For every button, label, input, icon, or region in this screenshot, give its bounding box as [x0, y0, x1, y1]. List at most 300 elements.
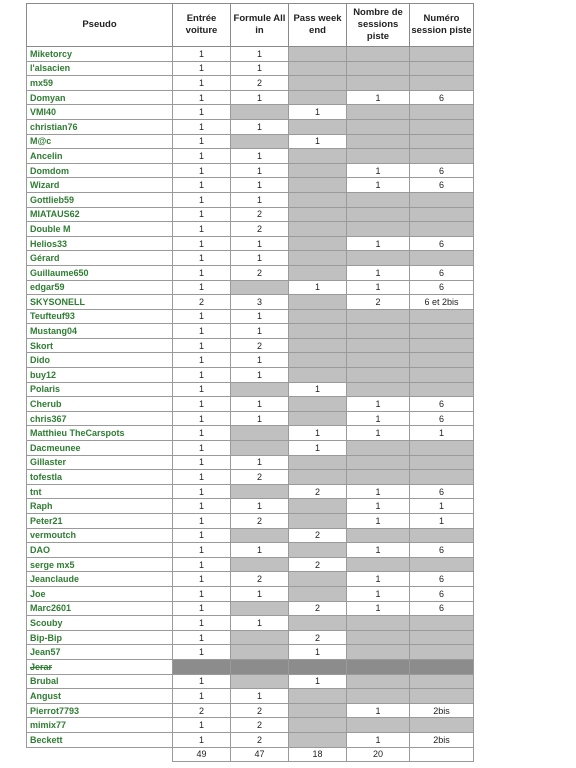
nombre-sessions-cell: [347, 47, 410, 62]
pseudo-cell: Miketorcy: [27, 47, 173, 62]
entree-voiture-cell: 1: [173, 543, 231, 558]
nombre-sessions-cell: 1: [347, 703, 410, 718]
pass-week-end-cell: 2: [289, 484, 347, 499]
formule-all-in-cell: [231, 441, 289, 456]
table-row: [27, 295, 474, 310]
formule-all-in-cell: 2: [231, 514, 289, 529]
formule-all-in-cell: [231, 601, 289, 616]
table-row: [27, 119, 474, 134]
pass-week-end-cell: [289, 732, 347, 747]
numero-session-cell: [410, 689, 474, 704]
nombre-sessions-cell: [347, 674, 410, 689]
numero-session-cell: [410, 718, 474, 733]
table-row: [27, 368, 474, 383]
pass-week-end-cell: [289, 572, 347, 587]
numero-session-cell: [410, 105, 474, 120]
numero-session-cell: 2bis: [410, 703, 474, 718]
total-formule-all-in: 47: [231, 747, 289, 761]
nombre-sessions-cell: [347, 105, 410, 120]
entree-voiture-cell: 1: [173, 426, 231, 441]
entree-voiture-cell: 1: [173, 411, 231, 426]
entree-voiture-cell: 1: [173, 674, 231, 689]
pass-week-end-cell: [289, 192, 347, 207]
formule-all-in-cell: 1: [231, 47, 289, 62]
header-formule-all-in: Formule All in: [231, 4, 289, 47]
pass-week-end-cell: [289, 338, 347, 353]
nombre-sessions-cell: 1: [347, 484, 410, 499]
nombre-sessions-cell: [347, 616, 410, 631]
formule-all-in-cell: 1: [231, 163, 289, 178]
numero-session-cell: 6: [410, 601, 474, 616]
nombre-sessions-cell: [347, 455, 410, 470]
nombre-sessions-cell: 1: [347, 586, 410, 601]
nombre-sessions-cell: [347, 207, 410, 222]
header-entree-voiture: Entrée voiture: [173, 4, 231, 47]
pseudo-cell: edgar59: [27, 280, 173, 295]
nombre-sessions-cell: 1: [347, 90, 410, 105]
formule-all-in-cell: 1: [231, 689, 289, 704]
pass-week-end-cell: [289, 47, 347, 62]
formule-all-in-cell: 1: [231, 499, 289, 514]
table-row: [27, 192, 474, 207]
formule-all-in-cell: [231, 382, 289, 397]
entree-voiture-cell: 1: [173, 90, 231, 105]
entree-voiture-cell: 1: [173, 470, 231, 485]
entree-voiture-cell: 1: [173, 134, 231, 149]
pass-week-end-cell: [289, 659, 347, 674]
formule-all-in-cell: 2: [231, 703, 289, 718]
pseudo-cell: Helios33: [27, 236, 173, 251]
pseudo-cell: Dido: [27, 353, 173, 368]
pseudo-cell: Dacmeunee: [27, 441, 173, 456]
pseudo-cell: Angust: [27, 689, 173, 704]
pseudo-cell: Gérard: [27, 251, 173, 266]
numero-session-cell: [410, 441, 474, 456]
formule-all-in-cell: 1: [231, 192, 289, 207]
entree-voiture-cell: 1: [173, 718, 231, 733]
table-row: [27, 484, 474, 499]
numero-session-cell: 6: [410, 397, 474, 412]
nombre-sessions-cell: [347, 222, 410, 237]
numero-session-cell: [410, 134, 474, 149]
header-pseudo: Pseudo: [27, 4, 173, 47]
pass-week-end-cell: [289, 703, 347, 718]
pass-week-end-cell: 1: [289, 645, 347, 660]
pseudo-cell: Guillaume650: [27, 265, 173, 280]
formule-all-in-cell: 1: [231, 309, 289, 324]
formule-all-in-cell: [231, 528, 289, 543]
table-row: [27, 455, 474, 470]
entree-voiture-cell: 2: [173, 295, 231, 310]
pseudo-cell: chris367: [27, 411, 173, 426]
numero-session-cell: [410, 659, 474, 674]
nombre-sessions-cell: [347, 76, 410, 91]
pseudo-cell: SKYSONELL: [27, 295, 173, 310]
table-row: [27, 586, 474, 601]
formule-all-in-cell: 1: [231, 586, 289, 601]
formule-all-in-cell: 1: [231, 616, 289, 631]
pass-week-end-cell: [289, 265, 347, 280]
entree-voiture-cell: 1: [173, 499, 231, 514]
formule-all-in-cell: 2: [231, 207, 289, 222]
table-row: [27, 280, 474, 295]
entree-voiture-cell: 1: [173, 397, 231, 412]
entree-voiture-cell: [173, 659, 231, 674]
table-row: [27, 645, 474, 660]
pass-week-end-cell: [289, 368, 347, 383]
pass-week-end-cell: [289, 61, 347, 76]
table-row: [27, 528, 474, 543]
entree-voiture-cell: 1: [173, 163, 231, 178]
pseudo-cell: Skort: [27, 338, 173, 353]
table-row: [27, 557, 474, 572]
pseudo-cell: Joe: [27, 586, 173, 601]
total-entree-voiture: 49: [173, 747, 231, 761]
numero-session-cell: 6: [410, 543, 474, 558]
nombre-sessions-cell: [347, 119, 410, 134]
header-row: [27, 4, 474, 47]
table-row: [27, 134, 474, 149]
pass-week-end-cell: [289, 119, 347, 134]
table-row: [27, 441, 474, 456]
formule-all-in-cell: 1: [231, 61, 289, 76]
nombre-sessions-cell: 1: [347, 601, 410, 616]
nombre-sessions-cell: [347, 557, 410, 572]
formule-all-in-cell: 2: [231, 732, 289, 747]
table-row: [27, 178, 474, 193]
table-row: [27, 309, 474, 324]
formule-all-in-cell: 1: [231, 543, 289, 558]
entree-voiture-cell: 1: [173, 280, 231, 295]
nombre-sessions-cell: [347, 338, 410, 353]
numero-session-cell: [410, 251, 474, 266]
formule-all-in-cell: [231, 630, 289, 645]
total-pass-week-end: 18: [289, 747, 347, 761]
formule-all-in-cell: 1: [231, 353, 289, 368]
entree-voiture-cell: 1: [173, 47, 231, 62]
table-row: [27, 630, 474, 645]
entree-voiture-cell: 1: [173, 616, 231, 631]
pseudo-cell: Domyan: [27, 90, 173, 105]
header-pass-week-end: Pass week end: [289, 4, 347, 47]
pass-week-end-cell: [289, 178, 347, 193]
entree-voiture-cell: 1: [173, 178, 231, 193]
pass-week-end-cell: [289, 397, 347, 412]
nombre-sessions-cell: 1: [347, 572, 410, 587]
numero-session-cell: [410, 222, 474, 237]
total-numero-session: [410, 747, 474, 761]
pseudo-cell: Brubal: [27, 674, 173, 689]
table-row: [27, 265, 474, 280]
pseudo-cell: Gillaster: [27, 455, 173, 470]
nombre-sessions-cell: [347, 689, 410, 704]
nombre-sessions-cell: 1: [347, 280, 410, 295]
nombre-sessions-cell: [347, 61, 410, 76]
entree-voiture-cell: 1: [173, 353, 231, 368]
pass-week-end-cell: 1: [289, 426, 347, 441]
pseudo-cell: Wizard: [27, 178, 173, 193]
pass-week-end-cell: [289, 76, 347, 91]
registration-table: [26, 3, 474, 762]
nombre-sessions-cell: [347, 528, 410, 543]
nombre-sessions-cell: [347, 134, 410, 149]
table-row: [27, 616, 474, 631]
table-row: [27, 543, 474, 558]
formule-all-in-cell: 1: [231, 397, 289, 412]
formule-all-in-cell: [231, 105, 289, 120]
pseudo-cell: mx59: [27, 76, 173, 91]
pass-week-end-cell: [289, 149, 347, 164]
pass-week-end-cell: 2: [289, 528, 347, 543]
pseudo-cell: christian76: [27, 119, 173, 134]
pseudo-cell: l'alsacien: [27, 61, 173, 76]
entree-voiture-cell: 1: [173, 338, 231, 353]
nombre-sessions-cell: 2: [347, 295, 410, 310]
numero-session-cell: [410, 149, 474, 164]
table-row: [27, 149, 474, 164]
numero-session-cell: [410, 61, 474, 76]
formule-all-in-cell: 2: [231, 718, 289, 733]
numero-session-cell: 1: [410, 426, 474, 441]
pseudo-cell: Mustang04: [27, 324, 173, 339]
pseudo-cell: M@c: [27, 134, 173, 149]
nombre-sessions-cell: [347, 630, 410, 645]
entree-voiture-cell: 1: [173, 514, 231, 529]
pass-week-end-cell: 1: [289, 134, 347, 149]
numero-session-cell: [410, 338, 474, 353]
nombre-sessions-cell: 1: [347, 543, 410, 558]
pseudo-cell: Scouby: [27, 616, 173, 631]
pseudo-cell: Jean57: [27, 645, 173, 660]
formule-all-in-cell: 1: [231, 251, 289, 266]
formule-all-in-cell: [231, 645, 289, 660]
entree-voiture-cell: 1: [173, 484, 231, 499]
pass-week-end-cell: [289, 309, 347, 324]
formule-all-in-cell: 1: [231, 178, 289, 193]
formule-all-in-cell: [231, 674, 289, 689]
table-row: [27, 659, 474, 674]
pseudo-cell: Teufteuf93: [27, 309, 173, 324]
numero-session-cell: [410, 76, 474, 91]
numero-session-cell: 6: [410, 236, 474, 251]
numero-session-cell: 1: [410, 499, 474, 514]
formule-all-in-cell: 1: [231, 411, 289, 426]
pseudo-cell: Domdom: [27, 163, 173, 178]
entree-voiture-cell: 1: [173, 645, 231, 660]
pseudo-cell: Pierrot7793: [27, 703, 173, 718]
table-row: [27, 470, 474, 485]
numero-session-cell: [410, 674, 474, 689]
formule-all-in-cell: 1: [231, 455, 289, 470]
totals-label-cell: [27, 747, 173, 761]
formule-all-in-cell: 1: [231, 324, 289, 339]
table-row: [27, 397, 474, 412]
numero-session-cell: 6: [410, 178, 474, 193]
pass-week-end-cell: [289, 543, 347, 558]
nombre-sessions-cell: 1: [347, 163, 410, 178]
entree-voiture-cell: 1: [173, 236, 231, 251]
entree-voiture-cell: 1: [173, 441, 231, 456]
table-row: [27, 499, 474, 514]
nombre-sessions-cell: 1: [347, 514, 410, 529]
pseudo-cell: MIATAUS62: [27, 207, 173, 222]
pass-week-end-cell: 2: [289, 601, 347, 616]
pseudo-cell: serge mx5: [27, 557, 173, 572]
entree-voiture-cell: 2: [173, 703, 231, 718]
pass-week-end-cell: [289, 295, 347, 310]
pseudo-cell: mimix77: [27, 718, 173, 733]
nombre-sessions-cell: 1: [347, 178, 410, 193]
entree-voiture-cell: 1: [173, 630, 231, 645]
entree-voiture-cell: 1: [173, 105, 231, 120]
pass-week-end-cell: [289, 90, 347, 105]
formule-all-in-cell: 2: [231, 76, 289, 91]
pseudo-cell: Matthieu TheCarspots: [27, 426, 173, 441]
pass-week-end-cell: [289, 499, 347, 514]
table-row: [27, 382, 474, 397]
numero-session-cell: 6: [410, 411, 474, 426]
numero-session-cell: 6: [410, 163, 474, 178]
entree-voiture-cell: 1: [173, 689, 231, 704]
table-row: [27, 674, 474, 689]
formule-all-in-cell: 2: [231, 470, 289, 485]
entree-voiture-cell: 1: [173, 557, 231, 572]
formule-all-in-cell: 1: [231, 149, 289, 164]
nombre-sessions-cell: [347, 382, 410, 397]
pseudo-cell: Peter21: [27, 514, 173, 529]
formule-all-in-cell: [231, 280, 289, 295]
table-row: [27, 76, 474, 91]
nombre-sessions-cell: [347, 659, 410, 674]
nombre-sessions-cell: [347, 309, 410, 324]
numero-session-cell: [410, 353, 474, 368]
pass-week-end-cell: [289, 586, 347, 601]
numero-session-cell: [410, 557, 474, 572]
numero-session-cell: 6: [410, 90, 474, 105]
table-row: [27, 338, 474, 353]
total-nombre-sessions: 20: [347, 747, 410, 761]
entree-voiture-cell: 1: [173, 572, 231, 587]
nombre-sessions-cell: [347, 470, 410, 485]
nombre-sessions-cell: 1: [347, 236, 410, 251]
formule-all-in-cell: [231, 426, 289, 441]
table-row: [27, 47, 474, 62]
pseudo-cell: Ancelin: [27, 149, 173, 164]
numero-session-cell: [410, 528, 474, 543]
table-row: [27, 601, 474, 616]
table-row: [27, 732, 474, 747]
numero-session-cell: [410, 119, 474, 134]
table-row: [27, 514, 474, 529]
nombre-sessions-cell: [347, 441, 410, 456]
table-row: [27, 251, 474, 266]
pass-week-end-cell: [289, 616, 347, 631]
numero-session-cell: [410, 470, 474, 485]
numero-session-cell: [410, 47, 474, 62]
numero-session-cell: [410, 324, 474, 339]
pass-week-end-cell: [289, 236, 347, 251]
numero-session-cell: 6: [410, 586, 474, 601]
pass-week-end-cell: 1: [289, 441, 347, 456]
pass-week-end-cell: [289, 470, 347, 485]
numero-session-cell: [410, 616, 474, 631]
pseudo-cell: Gottlieb59: [27, 192, 173, 207]
formule-all-in-cell: [231, 134, 289, 149]
numero-session-cell: 6: [410, 572, 474, 587]
numero-session-cell: 6: [410, 280, 474, 295]
pseudo-cell: Jeanclaude: [27, 572, 173, 587]
numero-session-cell: [410, 455, 474, 470]
pseudo-cell: Marc2601: [27, 601, 173, 616]
formule-all-in-cell: [231, 557, 289, 572]
pass-week-end-cell: [289, 718, 347, 733]
numero-session-cell: 2bis: [410, 732, 474, 747]
pass-week-end-cell: [289, 163, 347, 178]
entree-voiture-cell: 1: [173, 732, 231, 747]
nombre-sessions-cell: 1: [347, 426, 410, 441]
pseudo-cell: vermoutch: [27, 528, 173, 543]
totals-row: [27, 747, 474, 761]
pseudo-cell: Double M: [27, 222, 173, 237]
nombre-sessions-cell: 1: [347, 732, 410, 747]
nombre-sessions-cell: [347, 324, 410, 339]
table-row: [27, 426, 474, 441]
entree-voiture-cell: 1: [173, 455, 231, 470]
numero-session-cell: 6 et 2bis: [410, 295, 474, 310]
formule-all-in-cell: 2: [231, 222, 289, 237]
pass-week-end-cell: 1: [289, 280, 347, 295]
entree-voiture-cell: 1: [173, 207, 231, 222]
formule-all-in-cell: 2: [231, 265, 289, 280]
pseudo-cell: tofestla: [27, 470, 173, 485]
table-row: [27, 411, 474, 426]
numero-session-cell: [410, 192, 474, 207]
entree-voiture-cell: 1: [173, 528, 231, 543]
table-row: [27, 718, 474, 733]
pseudo-cell: Bip-Bip: [27, 630, 173, 645]
nombre-sessions-cell: [347, 353, 410, 368]
pass-week-end-cell: 1: [289, 674, 347, 689]
table-body: [27, 47, 474, 748]
formule-all-in-cell: 2: [231, 338, 289, 353]
entree-voiture-cell: 1: [173, 265, 231, 280]
numero-session-cell: [410, 630, 474, 645]
pass-week-end-cell: [289, 514, 347, 529]
numero-session-cell: [410, 382, 474, 397]
pass-week-end-cell: [289, 207, 347, 222]
numero-session-cell: [410, 368, 474, 383]
formule-all-in-cell: 1: [231, 90, 289, 105]
table-row: [27, 689, 474, 704]
pass-week-end-cell: [289, 324, 347, 339]
table-row: [27, 163, 474, 178]
table-row: [27, 703, 474, 718]
pass-week-end-cell: [289, 353, 347, 368]
nombre-sessions-cell: [347, 251, 410, 266]
header-nombre-sessions: Nombre de sessions piste: [347, 4, 410, 47]
entree-voiture-cell: 1: [173, 61, 231, 76]
nombre-sessions-cell: 1: [347, 411, 410, 426]
pseudo-cell: buy12: [27, 368, 173, 383]
pseudo-cell: tnt: [27, 484, 173, 499]
pseudo-cell: Jerar: [27, 659, 173, 674]
nombre-sessions-cell: [347, 192, 410, 207]
pass-week-end-cell: [289, 411, 347, 426]
pass-week-end-cell: 2: [289, 557, 347, 572]
pseudo-cell: DAO: [27, 543, 173, 558]
formule-all-in-cell: 2: [231, 572, 289, 587]
entree-voiture-cell: 1: [173, 586, 231, 601]
